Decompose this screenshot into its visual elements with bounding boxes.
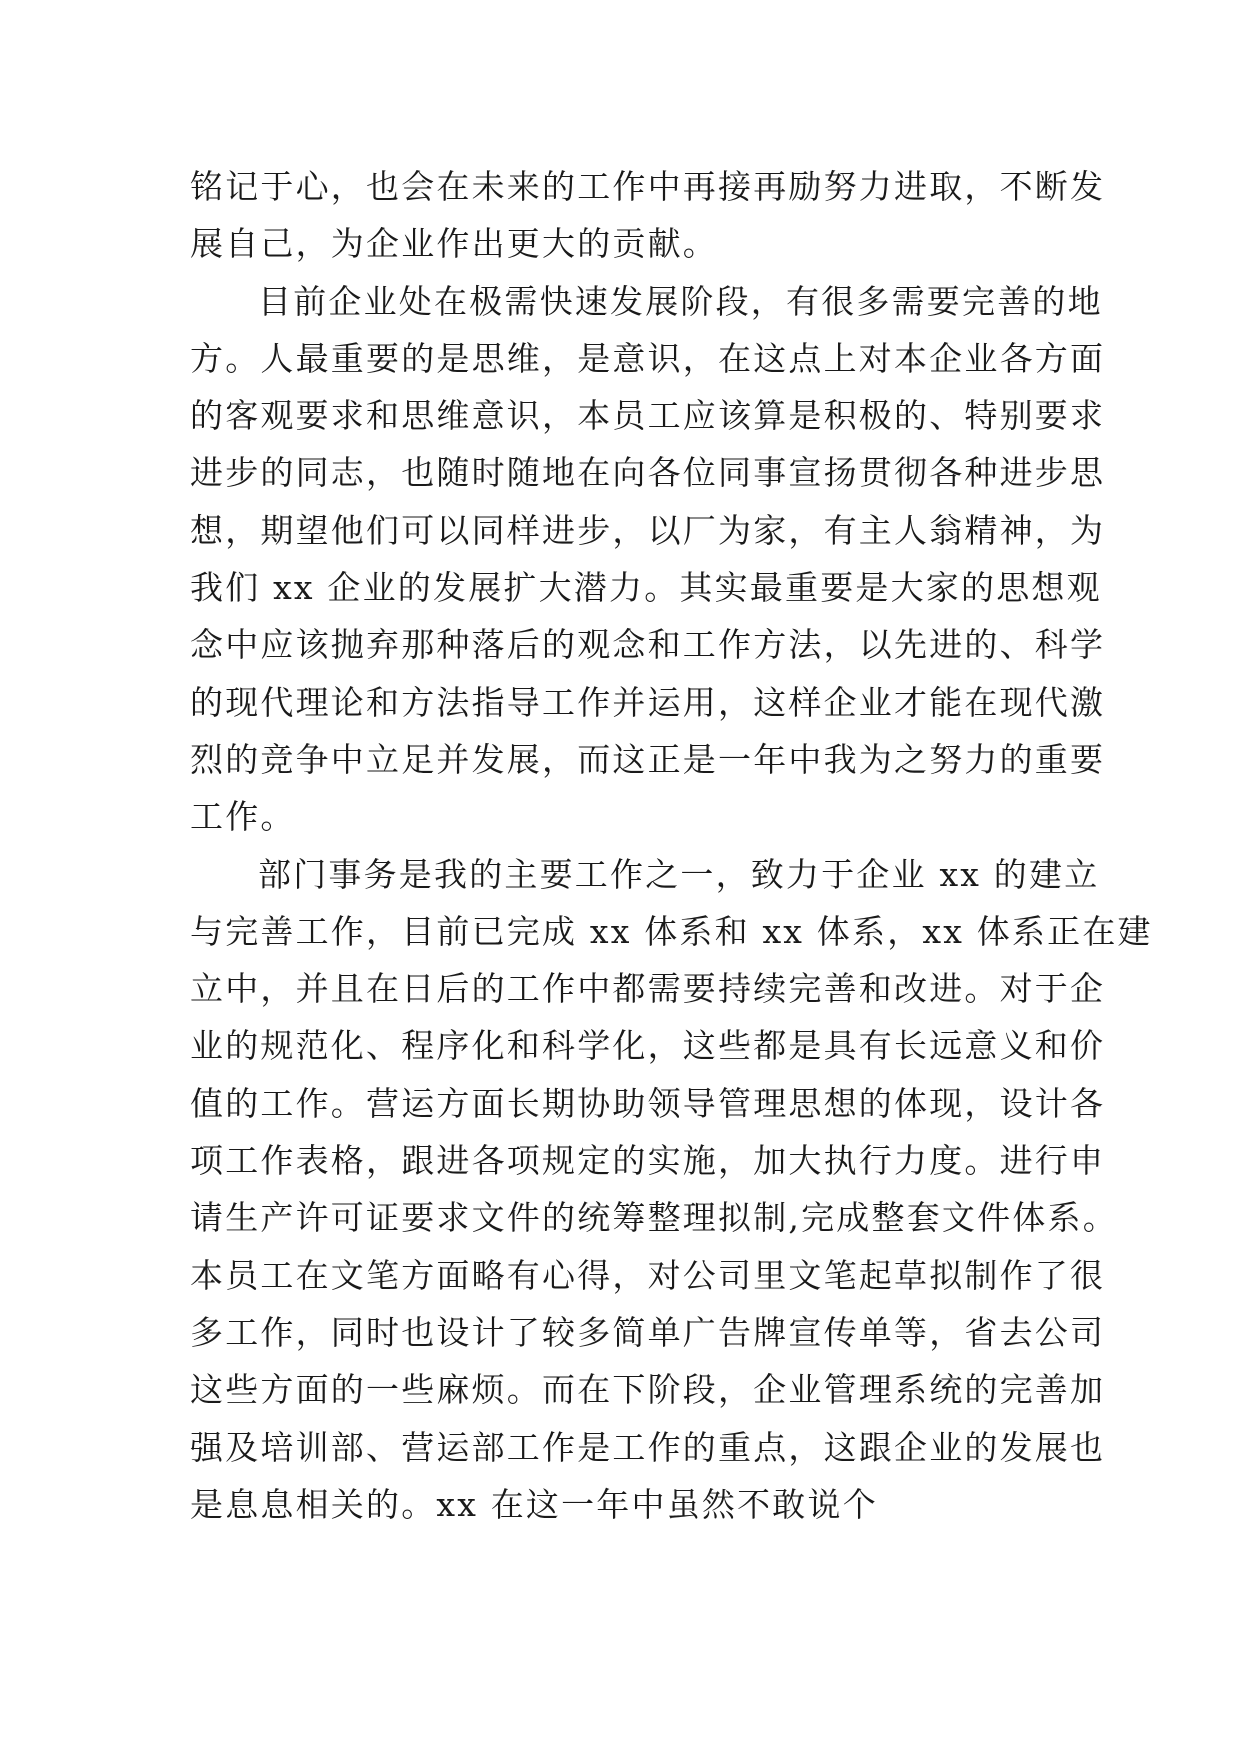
text-line: 业的规范化、程序化和科学化，这些都是具有长远意义和价 — [190, 1026, 1106, 1066]
text-line: 立中，并且在日后的工作中都需要持续完善和改进。对于企 — [190, 969, 1106, 1009]
text-line: 项工作表格，跟进各项规定的实施，加大执行力度。进行申 — [190, 1141, 1106, 1181]
text-line: 部门事务是我的主要工作之一，致力于企业 xx 的建立 — [258, 854, 1100, 894]
text-line: 铭记于心，也会在未来的工作中再接再励努力进取，不断发 — [190, 167, 1106, 206]
text-line: 想，期望他们可以同样进步，以厂为家，有主人翁精神，为 — [190, 510, 1106, 550]
text-line: 与完善工作，目前已完成 xx 体系和 xx 体系，xx 体系正在建 — [190, 911, 1153, 951]
text-line: 请生产许可证要求文件的统筹整理拟制,完成整套文件体系。 — [190, 1198, 1118, 1238]
paragraph-1 — [190, 158, 1106, 273]
text-line: 我们 xx 企业的发展扩大潜力。其实最重要是大家的思想观 — [190, 568, 1102, 608]
document-body — [190, 158, 1153, 1533]
text-line: 值的工作。营运方面长期协助领导管理思想的体现，设计各 — [190, 1083, 1106, 1123]
text-line: 的客观要求和思维意识，本员工应该算是积极的、特别要求 — [190, 396, 1106, 436]
text-line: 烈的竞争中立足并发展，而这正是一年中我为之努力的重要 — [190, 739, 1106, 779]
text-line: 念中应该抛弃那种落后的观念和工作方法，以先进的、科学 — [190, 625, 1106, 665]
paragraph-2 — [190, 273, 1106, 846]
text-line: 强及培训部、营运部工作是工作的重点，这跟企业的发展也 — [190, 1427, 1106, 1467]
text-line: 方。人最重要的是思维，是意识，在这点上对本企业各方面 — [190, 338, 1106, 378]
text-line: 是息息相关的。xx 在这一年中虽然不敢说个 — [190, 1484, 878, 1524]
text-line: 多工作，同时也设计了较多简单广告牌宣传单等，省去公司 — [190, 1312, 1106, 1352]
text-line: 工作。 — [190, 797, 296, 837]
text-line: 目前企业处在极需快速发展阶段，有很多需要完善的地 — [258, 281, 1103, 321]
paragraph-3 — [190, 846, 1153, 1534]
text-line: 这些方面的一些麻烦。而在下阶段，企业管理系统的完善加 — [190, 1370, 1106, 1410]
text-line: 的现代理论和方法指导工作并运用，这样企业才能在现代激 — [190, 682, 1106, 722]
text-line: 展自己，为企业作出更大的贡献。 — [190, 224, 718, 264]
text-line: 进步的同志，也随时随地在向各位同事宣扬贯彻各种进步思 — [190, 453, 1106, 493]
text-line: 本员工在文笔方面略有心得，对公司里文笔起草拟制作了很 — [190, 1255, 1106, 1295]
